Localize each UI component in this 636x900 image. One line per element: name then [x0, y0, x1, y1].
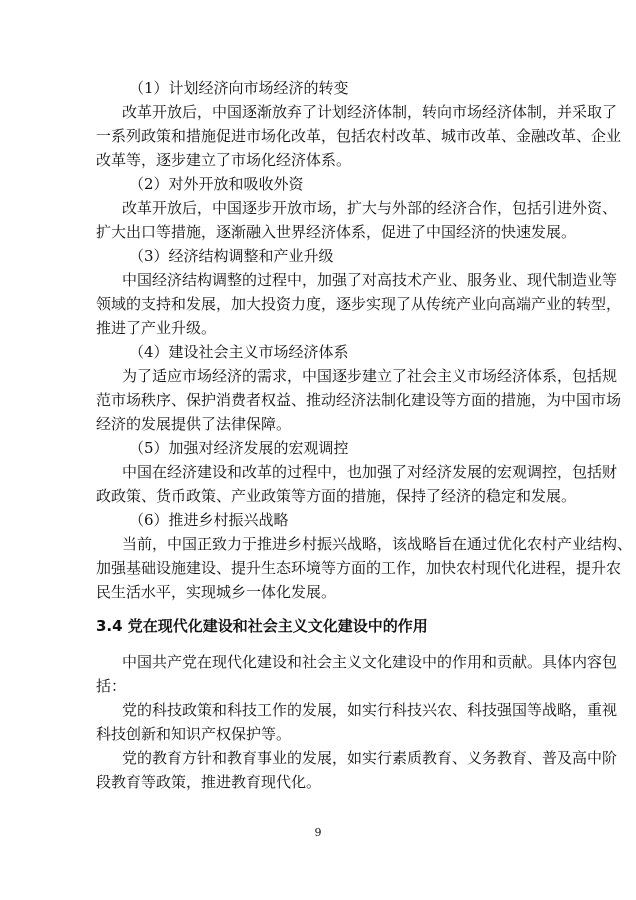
paragraph-line: 括：: [96, 677, 127, 695]
paragraph-line: 党的科技政策和科技工作的发展，如实行科技兴农、科技强国等战略，重视: [122, 701, 618, 719]
list-item: [96, 508, 633, 604]
page-content: [96, 76, 633, 794]
paragraph-line: 扩大出口等措施，逐渐融入世界经济体系，促进了中国经济的快速发展。: [96, 223, 577, 241]
paragraph-line: 改革等，逐步建立了市场化经济体系。: [96, 151, 352, 169]
paragraph-line: 一系列政策和措施促进市场化改革，包括农村改革、城市改革、金融改革、企业: [96, 127, 622, 145]
paragraph-line: 党的教育方针和教育事业的发展，如实行素质教育、义务教育、普及高中阶: [122, 749, 618, 767]
list-item: [96, 436, 618, 508]
section-paragraph: [96, 746, 618, 794]
list-item: [96, 76, 622, 172]
item-title: （6）推进乡村振兴战略: [129, 511, 289, 529]
paragraph-line: 中国在经济建设和改革的过程中，也加强了对经济发展的宏观调控，包括财: [122, 463, 618, 481]
paragraph-line: 推进了产业升级。: [96, 319, 217, 337]
paragraph-line: 范市场秩序、保护消费者权益、推动经济法制化建设等方面的措施，为中国市场: [96, 391, 622, 409]
paragraph-line: 经济的发展提供了法律保障。: [96, 415, 292, 433]
list-item: [96, 172, 618, 244]
paragraph-line: 为了适应市场经济的需求，中国逐步建立了社会主义市场经济体系，包括规: [122, 367, 618, 385]
paragraph-line: 领域的支持和发展，加大投资力度，逐步实现了从传统产业向高端产业的转型，: [96, 295, 622, 313]
paragraph-line: 改革开放后，中国逐渐放弃了计划经济体制，转向市场经济体制，并采取了: [122, 103, 618, 121]
paragraph-line: 民生活水平，实现城乡一体化发展。: [96, 583, 337, 601]
item-title: （3）经济结构调整和产业升级: [129, 247, 334, 265]
paragraph-line: 改革开放后，中国逐步开放市场，扩大与外部的经济合作，包括引进外资、: [122, 199, 618, 217]
paragraph-line: 政政策、货币政策、产业政策等方面的措施，保持了经济的稳定和发展。: [96, 487, 577, 505]
section-paragraph: [96, 650, 618, 698]
paragraph-line: 加强基础设施建设、提升生态环境等方面的工作，加快农村现代化进程，提升农: [96, 559, 622, 577]
item-title: （5）加强对经济发展的宏观调控: [129, 439, 349, 457]
paragraph-line: 科技创新和知识产权保护等。: [96, 725, 292, 743]
paragraph-line: 当前，中国正致力于推进乡村振兴战略，该战略旨在通过优化农村产业结构、: [122, 535, 633, 553]
section-heading: 3.4 党在现代化建设和社会主义文化建设中的作用: [96, 617, 428, 635]
paragraph-line: 中国共产党在现代化建设和社会主义文化建设中的作用和贡献。具体内容包: [122, 653, 618, 671]
item-title: （4）建设社会主义市场经济体系: [129, 343, 349, 361]
list-item: [96, 244, 622, 340]
list-item: [96, 340, 622, 436]
paragraph-line: 段教育等政策，推进教育现代化。: [96, 773, 322, 791]
paragraph-line: 中国经济结构调整的过程中，加强了对高技术产业、服务业、现代制造业等: [122, 271, 618, 289]
item-title: （1）计划经济向市场经济的转变: [129, 79, 349, 97]
item-title: （2）对外开放和吸收外资: [129, 175, 304, 193]
section-paragraph: [96, 698, 618, 746]
page-number: 9: [314, 826, 322, 839]
